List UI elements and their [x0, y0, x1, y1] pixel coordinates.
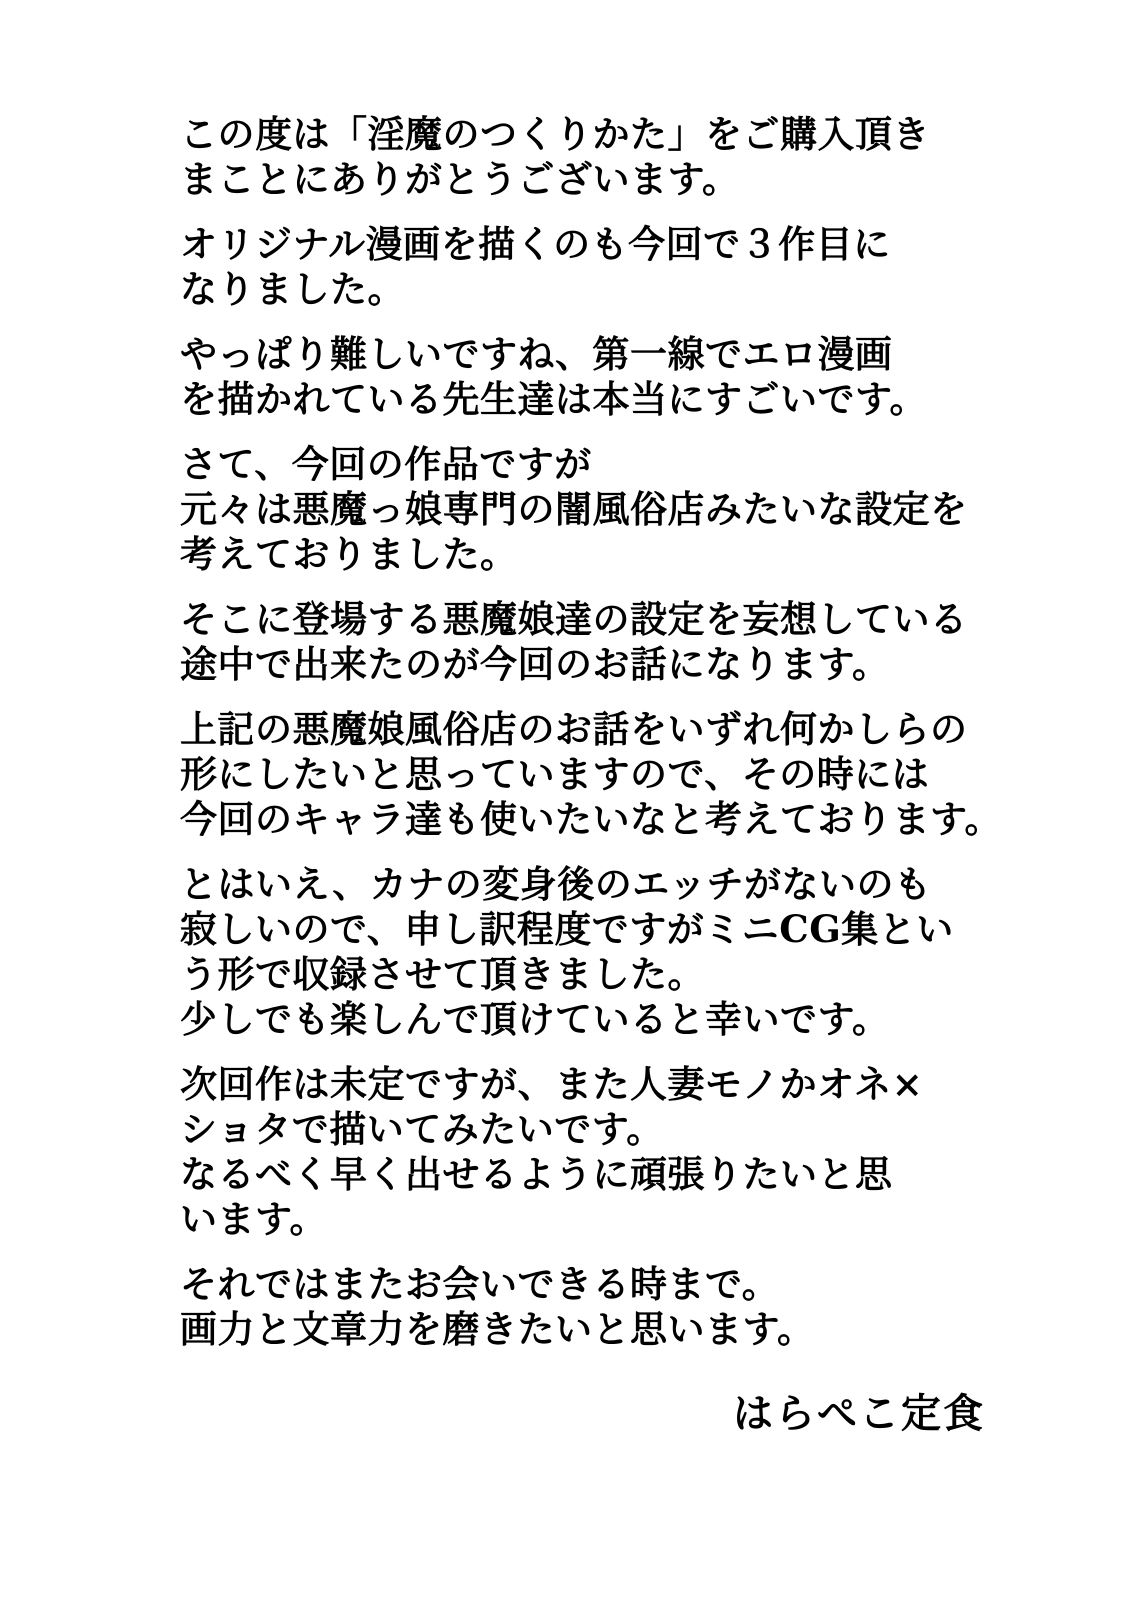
- text-line: それではまたお会いできる時まで。: [180, 1262, 780, 1306]
- text-line: オリジナル漫画を描くのも今回で３作目に: [180, 222, 891, 266]
- paragraph-next-work: [180, 1062, 1073, 1242]
- author-signature: はらぺこ定食: [733, 1390, 985, 1437]
- paragraph-mini-cg: [180, 862, 1073, 1042]
- text-line: 途中で出来たのが今回のお話になります。: [180, 642, 890, 686]
- text-line: う形で収録させて頂きました。: [180, 952, 705, 996]
- paragraph-story-origin: [180, 597, 1073, 687]
- paragraph-original-concept: [180, 442, 1073, 577]
- text-line: さて、今回の作品ですが: [180, 442, 592, 486]
- paragraph-third-work: [180, 222, 1073, 312]
- text-line: 考えておりました。: [180, 532, 518, 576]
- text-line: 今回のキャラ達も使いたいなと考えております。: [180, 797, 1003, 841]
- paragraph-thanks: [180, 112, 1073, 202]
- afterword-text: [180, 112, 1073, 1372]
- text-line: やっぱり難しいですね、第一線でエロ漫画: [180, 332, 893, 376]
- text-line: まことにありがとうございます。: [180, 157, 740, 201]
- paragraph-farewell: [180, 1262, 1073, 1352]
- text-line: ショタで描いてみたいです。: [180, 1107, 664, 1151]
- text-line: を描かれている先生達は本当にすごいです。: [180, 377, 928, 421]
- text-line: なりました。: [180, 267, 405, 311]
- text-line: 元々は悪魔っ娘専門の闇風俗店みたいな設定を: [180, 487, 968, 531]
- paragraph-future-plans: [180, 707, 1073, 842]
- text-line: 寂しいので、申し訳程度ですがミニCG集とい: [180, 907, 954, 951]
- text-line: 上記の悪魔娘風俗店のお話をいずれ何かしらの: [180, 707, 968, 751]
- paragraph-difficulty: [180, 332, 1073, 422]
- text-line: 画力と文章力を磨きたいと思います。: [180, 1307, 815, 1351]
- text-line: この度は「淫魔のつくりかた」をご購入頂き: [180, 112, 930, 156]
- text-line: 少しでも楽しんで頂けていると幸いです。: [180, 997, 890, 1041]
- text-line: います。: [180, 1197, 328, 1241]
- text-line: そこに登場する悪魔娘達の設定を妄想している: [180, 597, 968, 641]
- text-line: なるべく早く出せるように頑張りたいと思: [180, 1152, 893, 1196]
- text-line: とはいえ、カナの変身後のエッチがないのも: [180, 862, 932, 906]
- text-line: 形にしたいと思っていますので、その時には: [180, 752, 930, 796]
- text-line: 次回作は未定ですが、また人妻モノかオネ×: [180, 1062, 924, 1106]
